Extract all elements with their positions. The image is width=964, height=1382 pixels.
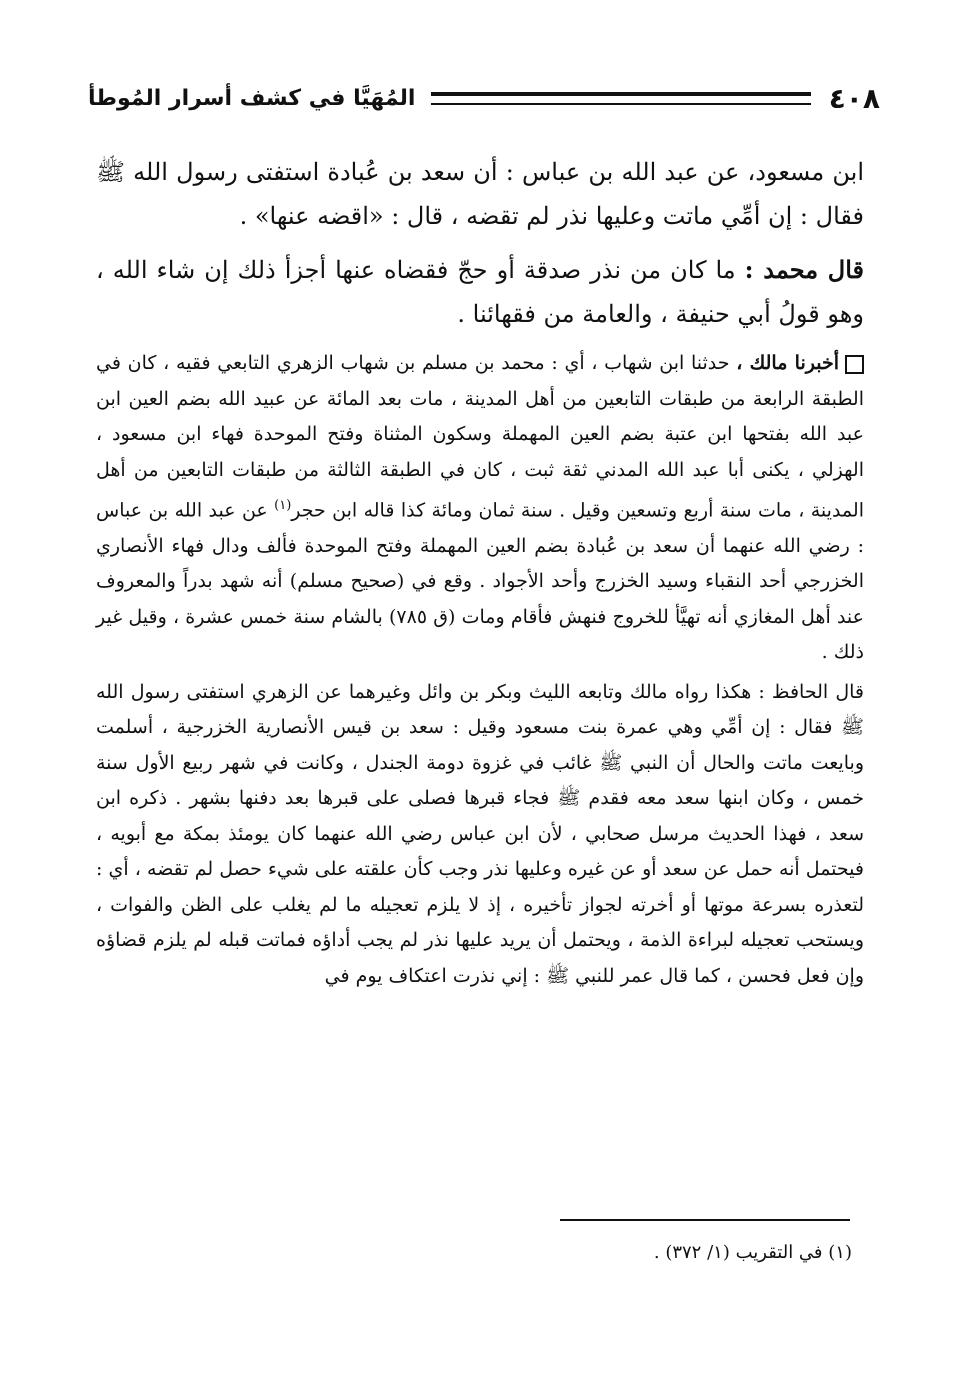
footnote: (١) في التقريب (١/ ٣٧٢) . [653, 1242, 852, 1263]
commentary-lead: أخبرنا مالك ، [736, 352, 840, 374]
page-header [88, 78, 880, 118]
book-title: المُهَيَّا في كشف أسرار المُوطأ [88, 85, 416, 111]
muhammad-comment-lead: قال محمد : [744, 255, 864, 284]
muhammad-comment-text: ما كان من نذر صدقة أو حجّ فقضاه عنها أجزأ ذلك إن شاء الله ، وهو قولُ أبي حنيفة ، والعامة من فقهائنا . [96, 256, 864, 328]
page-number: ٤٠٨ [828, 81, 880, 115]
commentary-text-2: قال الحافظ : هكذا رواه مالك وتابعه الليث وبكر بن وائل وغيرهما عن الزهري استفتى رسول الله ﷺ فقال : إن أمِّي وهي عمرة بنت مسعود وقيل : سعد بن قيس الأنصارية الخزرجية ، أسلمت وبايعت ماتت والحال أن النبي ﷺ غائب في غزوة دومة الجندل ، وكانت في شهر ربيع الأول سنة خمس ، وكان ابنها سعد معه فقدم ﷺ فجاء قبرها فصلى على قبرها بعد دفنها بشهر . ذكره ابن سعد ، فهذا الحديث مرسل صحابي ، لأن ابن عباس رضي الله عنهما كان يومئذ بمكة مع أبويه ، فيحتمل أنه حمل عن سعد أو عن غيره وعليها نذر وجب كأن علقته على شيء حصل لم تقضه ، أي : لتعذره بسرعة موتها أو أخرته لجواز تأخيره ، إذ لا يلزم تعجيله ما لم يغلب على الظن والفوات ، ويستحب تعجيله لبراءة الذمة ، ويحتمل أن يريد عليها نذر لم يجب أداؤه فماتت قبله لم يلزم قضاؤه وإن فعل فحسن ، كما قال عمر للنبي ﷺ : إني نذرت اعتكاف يوم في [96, 680, 864, 987]
commentary-paragraph-2 [96, 675, 864, 995]
header-rule [431, 92, 810, 105]
commentary-paragraph-1 [96, 346, 864, 671]
muhammad-comment [96, 248, 864, 336]
hadith-paragraph: ابن مسعود، عن عبد الله بن عباس : أن سعد بن عُبادة استفتى رسول الله ﷺ فقال : إن أمِّي ماتت وعليها نذر لم تقضه ، قال : «اقضه عنها» . [96, 158, 864, 230]
footnote-marker[interactable]: (١) [274, 498, 292, 513]
hadith-text [96, 150, 864, 238]
footnote-divider [560, 1219, 850, 1221]
commentary-text-a: حدثنا ابن شهاب ، أي : محمد بن مسلم بن شهاب الزهري التابعي فقيه ، كان في الطبقة الرابعة من طبقات التابعين من أهل المدينة ، مات بعد المائة عن عبيد الله بضم العين ابن عبد الله بفتحها ابن عتبة بضم العين المهملة وسكون المثناة وفتح الموحدة فهاء ابن مسعود ، الهزلي ، يكنى أبا عبد الله المدني ثقة ثبت ، كان في الطبقة الثالثة من طبقات التابعين من أهل المدينة ، مات سنة أربع وتسعين وقيل . سنة ثمان ومائة كذا قاله ابن حجر [96, 352, 864, 522]
commentary-text-b: عن عبد الله بن عباس : رضي الله عنهما أن سعد بن عُبادة بضم العين المهملة وفتح الموحدة فألف ودال فهاء الأنصاري الخزرجي أحد النقباء وسيد الخزرج وأحد الأجواد . وقع في (صحيح مسلم) أنه شهد بدراً والمعروف عند أهل المغازي أنه تهيَّأ للخروج فنهش فأقام ومات (ق ٧٨٥) بالشام سنة خمس عشرة ، وقيل غير ذلك . [96, 499, 864, 664]
main-text [96, 150, 864, 994]
square-marker-icon [845, 355, 864, 374]
